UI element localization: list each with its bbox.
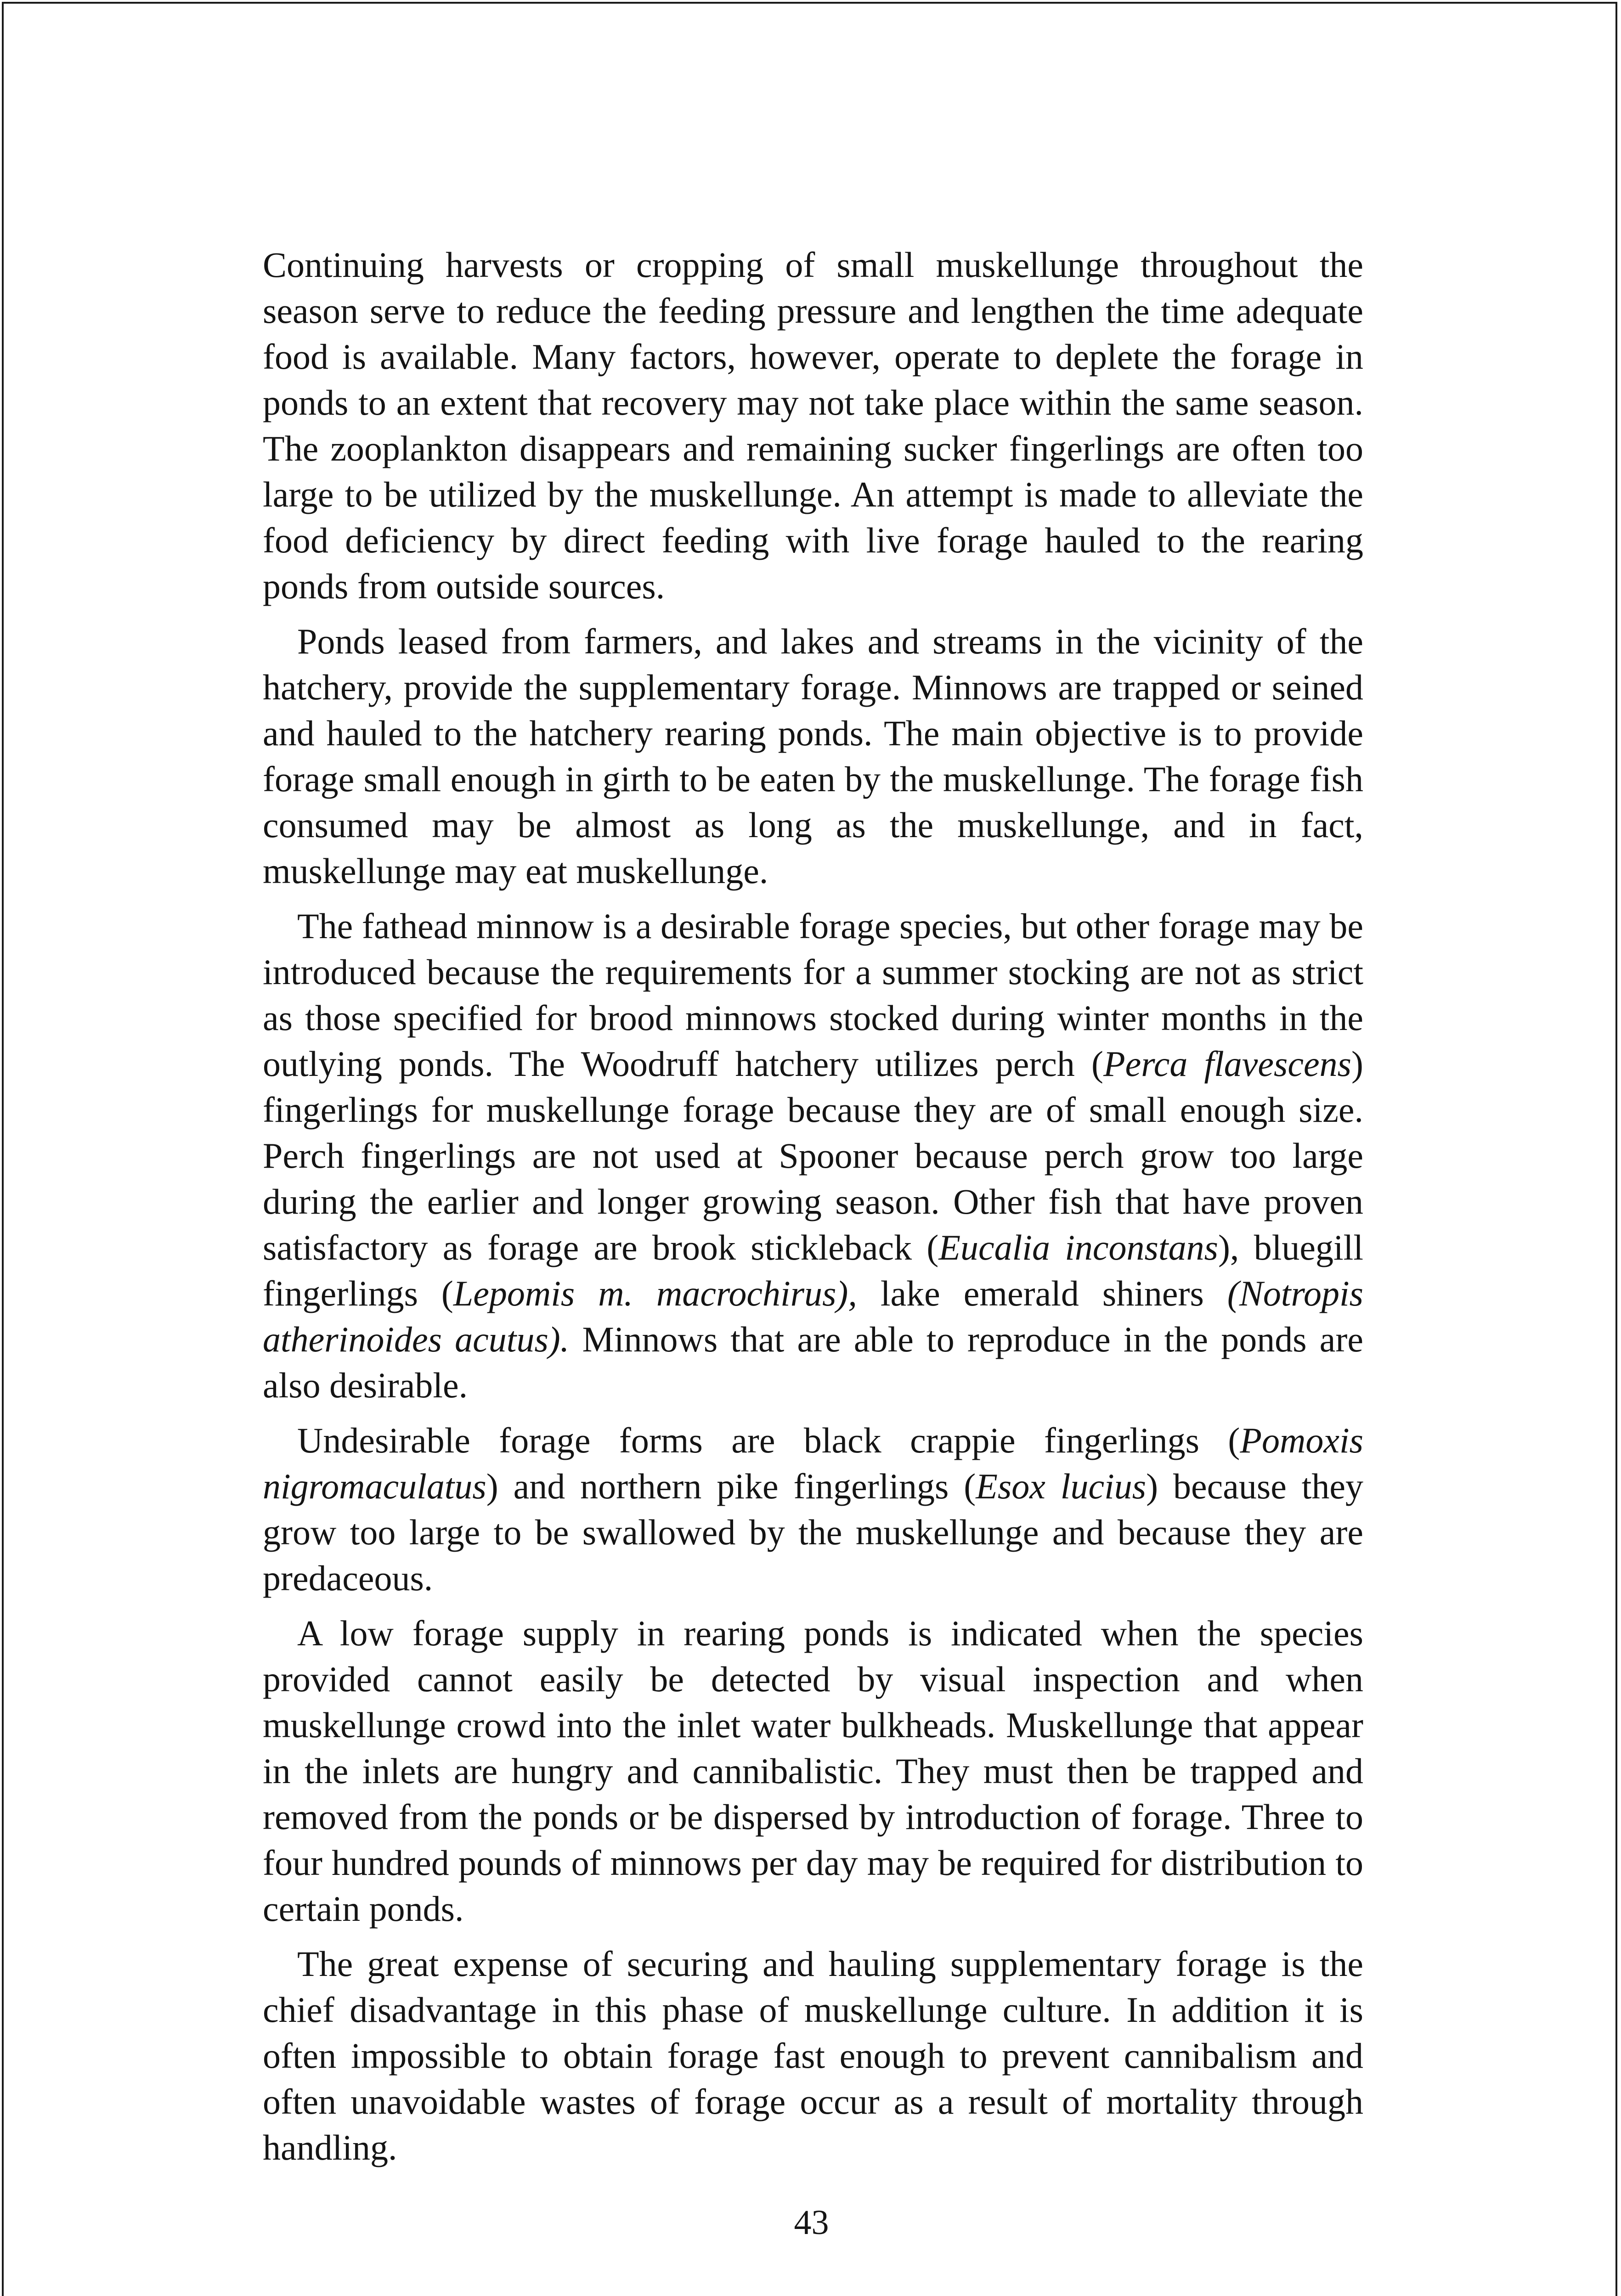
text-run: ) fingerlings for muskellunge forage because they are of small enough size. Perch fingerlings are not used at Spooner because perch grow too large during the earlier and longer growing season. Other fish that have proven satisfactory as forage are brook stickleback ( xyxy=(263,1044,1363,1267)
text-run: lake emerald shiners xyxy=(857,1273,1227,1313)
species-name-lepomis: Lepomis m. macrochirus), xyxy=(453,1273,857,1313)
paragraph-cropping-harvests: Continuing harvests or cropping of small muskellunge throughout the season serve to reduce the feeding pressure and lengthen the time adequate food is available. Many factors, however, operate to deplete the forage in ponds to an extent that recovery may not take place within the same season. The zooplankton disappears and remaining sucker fingerlings are often too large to be utilized by the muskellunge. An attempt is made to alleviate the food deficiency by direct feeding with live forage hauled to the rearing ponds from outside sources. xyxy=(263,245,1363,606)
paragraph-forage-species xyxy=(263,903,1363,1408)
text-run: ), bluegill fingerlings ( xyxy=(263,1227,1363,1313)
paragraph-undesirable-forage xyxy=(263,1418,1363,1601)
text-run: The fathead minnow is a desirable forage species, but other forage may be introduced because the requirements for a summer stocking are not as strict as those specified for brood minnows stocked during winter months in the outlying ponds. The Woodruff hatchery utilizes perch ( xyxy=(263,906,1363,1084)
text-run: Undesirable forage forms are black crappie fingerlings ( xyxy=(297,1420,1240,1460)
text-run: Minnows that are able to reproduce in the ponds are also desirable. xyxy=(263,1319,1363,1405)
species-name-notropis: (Notropis atherinoides acutus). xyxy=(263,1273,1363,1359)
text-run: ) and northern pike fingerlings ( xyxy=(486,1466,976,1506)
page-number: 43 xyxy=(794,2203,829,2242)
species-name-eucalia: Eucalia inconstans xyxy=(938,1227,1218,1267)
paragraph-supplementary-forage: Ponds leased from farmers, and lakes and streams in the vicinity of the hatchery, provide the supplementary forage. Minnows are trapped or seined and hauled to the hatchery rearing ponds. The main objective is to provide forage small enough in girth to be eaten by the muskellunge. The forage fish consumed may be almost as long as the muskellunge, and in fact, muskellunge may eat muskellunge. xyxy=(263,621,1363,891)
species-name-pomoxis: Pomoxis nigromaculatus xyxy=(263,1420,1363,1506)
body-text xyxy=(263,242,1363,2180)
species-name-esox: Esox lucius xyxy=(976,1466,1147,1506)
paragraph-expense: The great expense of securing and hauling supplementary forage is the chief disadvantage in this phase of muskellunge culture. In addition it is often impossible to obtain forage fast enough to prevent cannibalism and often unavoidable wastes of forage occur as a result of mortality through handling. xyxy=(263,1944,1363,2167)
paragraph-low-forage-supply: A low forage supply in rearing ponds is indicated when the species provided cannot easily be detected by visual inspection and when muskellunge crowd into the inlet water bulkheads. Muskellunge that appear in the inlets are hungry and cannibalistic. They must then be trapped and removed from the ponds or be dispersed by introduction of forage. Three to four hundred pounds of minnows per day may be required for distribution to certain ponds. xyxy=(263,1613,1363,1929)
text-run: ) because they grow too large to be swallowed by the muskellunge and because they are predaceous. xyxy=(263,1466,1363,1598)
species-name-perca: Perca flavescens xyxy=(1103,1044,1351,1084)
